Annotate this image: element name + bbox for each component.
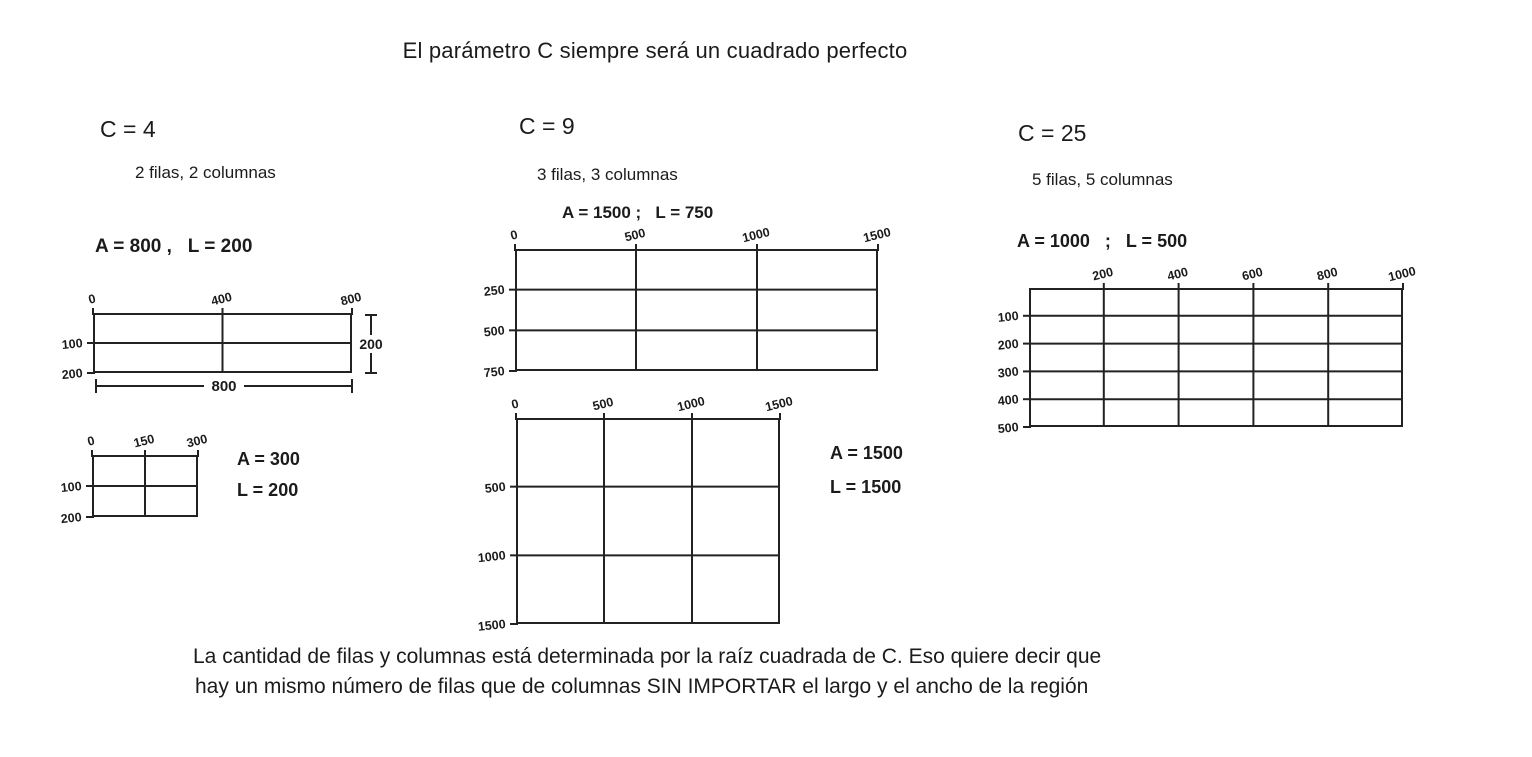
panel-c25-subheading: 5 filas, 5 columnas xyxy=(1032,170,1173,189)
grid-c9-wide xyxy=(483,224,893,381)
square-grid-area-label: A = 1500 xyxy=(830,443,903,463)
c9-square-grid-svg xyxy=(477,393,795,634)
bracket-bottom-cap xyxy=(365,372,377,374)
footer-line-2: hay un mismo número de filas que de columnas SIN IMPORTAR el largo y el ancho de la región xyxy=(195,675,1089,698)
c25-grid-svg xyxy=(997,263,1418,437)
y-tick-label: 500 xyxy=(997,420,1020,437)
x-tick-label: 1000 xyxy=(1386,263,1418,285)
y-tick-label: 1500 xyxy=(477,617,507,634)
grid-c4-main xyxy=(61,289,363,383)
panel-c9-heading: C = 9 xyxy=(519,113,575,139)
y-tick-label: 250 xyxy=(483,282,506,299)
panel-c25-heading: C = 25 xyxy=(1018,120,1087,146)
height-dimension-bracket xyxy=(358,314,384,374)
bracket-right-cap xyxy=(351,379,353,393)
x-tick-label: 0 xyxy=(508,227,520,243)
panel-c25-params: A = 1000 ; L = 500 xyxy=(1017,231,1188,251)
panel-c4-params: A = 800 , L = 200 xyxy=(95,236,253,257)
x-tick-label: 1000 xyxy=(740,224,772,246)
x-tick-label: 200 xyxy=(1091,264,1115,284)
x-tick-label: 1000 xyxy=(675,393,707,415)
y-tick-label: 100 xyxy=(997,308,1020,325)
y-tick-label: 400 xyxy=(997,392,1020,409)
x-tick-label: 600 xyxy=(1240,264,1265,284)
grid-border xyxy=(1030,289,1402,426)
y-tick-label: 1000 xyxy=(477,548,507,566)
x-tick-label: 1500 xyxy=(763,393,795,415)
width-dimension-label: 800 xyxy=(211,377,237,395)
x-tick-label: 800 xyxy=(1315,264,1340,284)
panel-c4-subheading: 2 filas, 2 columnas xyxy=(135,163,276,182)
height-dimension-label: 200 xyxy=(359,336,383,352)
grid-c9-square xyxy=(477,393,795,634)
bracket-bottom-stem xyxy=(370,353,372,372)
x-tick-label: 400 xyxy=(209,289,234,309)
x-tick-label: 0 xyxy=(85,433,97,449)
x-tick-label: 150 xyxy=(132,431,156,451)
x-tick-label: 300 xyxy=(185,431,209,451)
bracket-right-line xyxy=(244,385,351,387)
footer-line-1: La cantidad de filas y columnas está determinada por la raíz cuadrada de C. Eso quiere decir que xyxy=(193,645,1102,668)
x-tick-label: 500 xyxy=(623,225,647,245)
y-tick-label: 200 xyxy=(997,336,1020,353)
panel-c4-heading: C = 4 xyxy=(100,116,156,142)
bracket-top-stem xyxy=(370,316,372,335)
square-grid-length-label: L = 1500 xyxy=(830,477,902,497)
c4-small-grid-svg xyxy=(60,431,209,527)
x-tick-label: 0 xyxy=(509,396,521,412)
c4-main-grid-svg xyxy=(61,289,363,383)
x-tick-label: 0 xyxy=(86,291,98,307)
bracket-left-line xyxy=(97,385,204,387)
c9-wide-grid-svg xyxy=(483,224,893,381)
x-tick-label: 1500 xyxy=(861,224,893,246)
y-tick-label: 750 xyxy=(483,364,506,381)
y-tick-label: 100 xyxy=(61,336,84,353)
x-tick-label: 400 xyxy=(1165,264,1190,284)
y-tick-label: 500 xyxy=(484,479,507,496)
grid-border xyxy=(517,419,779,623)
grid-c25 xyxy=(997,263,1418,437)
y-tick-label: 200 xyxy=(61,366,84,383)
small-grid-length-label: L = 200 xyxy=(237,480,299,500)
y-tick-label: 500 xyxy=(483,323,506,340)
y-tick-label: 200 xyxy=(60,510,83,527)
grid-c4-small xyxy=(60,431,209,527)
panel-c9-subheading: 3 filas, 3 columnas xyxy=(537,165,678,184)
grid-border xyxy=(516,250,877,370)
page-title: El parámetro C siempre será un cuadrado perfecto xyxy=(402,38,908,63)
width-dimension-bracket xyxy=(95,377,353,395)
y-tick-label: 100 xyxy=(60,479,83,496)
small-grid-area-label: A = 300 xyxy=(237,449,300,469)
y-tick-label: 300 xyxy=(997,364,1020,381)
panel-c9-params: A = 1500 ; L = 750 xyxy=(562,203,714,222)
x-tick-label: 500 xyxy=(591,394,615,414)
x-tick-label: 800 xyxy=(339,289,363,309)
